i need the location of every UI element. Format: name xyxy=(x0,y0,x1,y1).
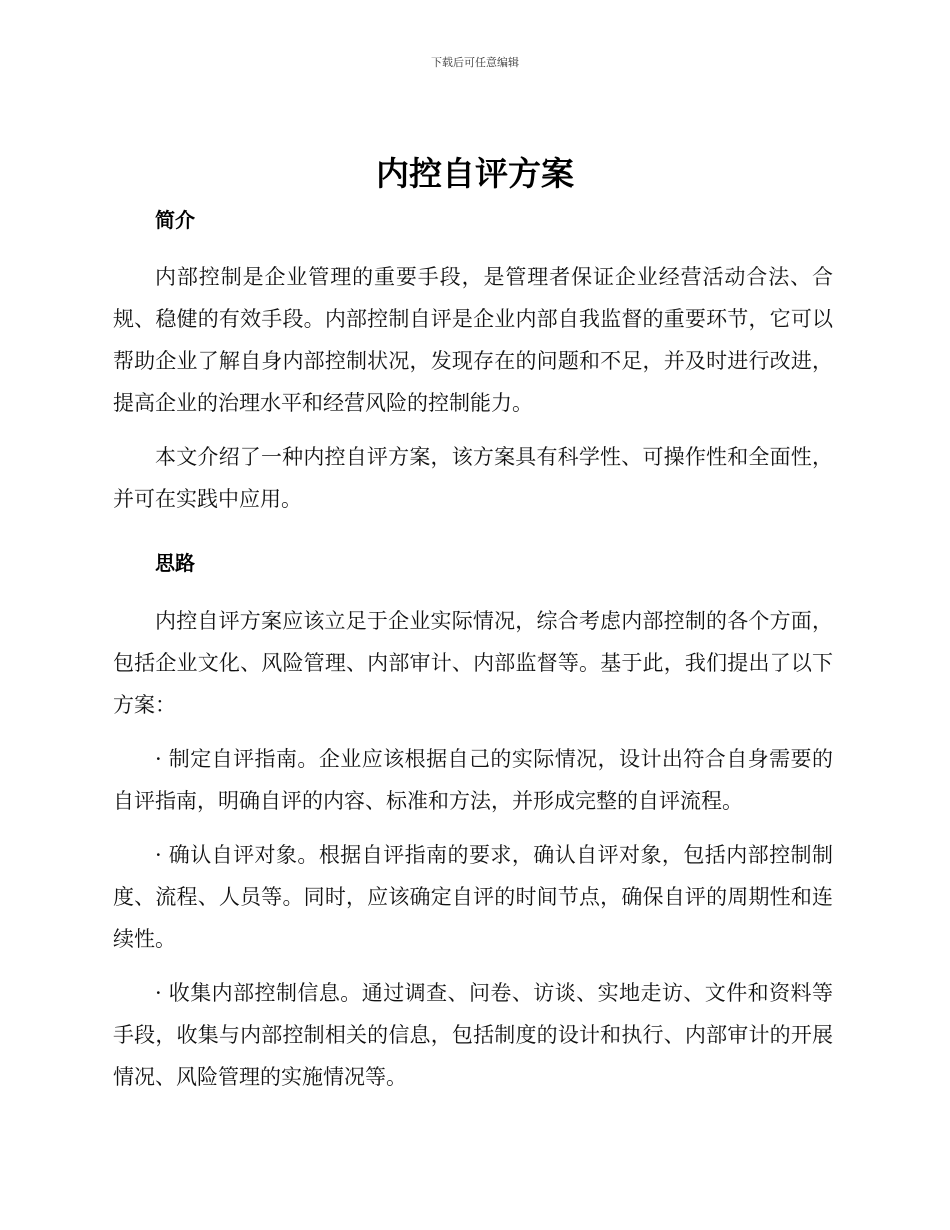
header-note: 下载后可任意编辑 xyxy=(431,56,519,69)
approach-paragraph-1: 内控自评方案应该立足于企业实际情况，综合考虑内部控制的各个方面，包括企业文化、风险管理、内部审计、内部监督等。基于此，我们提出了以下方案： xyxy=(113,609,833,717)
bullet-item-guideline: · 制定自评指南。企业应该根据自己的实际情况，设计出符合自身需要的自评指南，明确自评的内容、标准和方法，并形成完整的自评流程。 xyxy=(113,747,833,813)
intro-paragraph-2: 本文介绍了一种内控自评方案，该方案具有科学性、可操作性和全面性，并可在实践中应用。 xyxy=(113,445,833,511)
document-body xyxy=(113,205,833,1098)
bullet-item-confirm-object: · 确认自评对象。根据自评指南的要求，确认自评对象，包括内部控制制度、流程、人员等。同时，应该确定自评的时间节点，确保自评的周期性和连续性。 xyxy=(113,843,833,951)
document-title: 内控自评方案 xyxy=(376,154,574,193)
intro-paragraph-1: 内部控制是企业管理的重要手段，是管理者保证企业经营活动合法、合规、稳健的有效手段。内部控制自评是企业内部自我监督的重要环节，它可以帮助企业了解自身内部控制状况，发现存在的问题和不足，并及时进行改进，提高企业的治理水平和经营风险的控制能力。 xyxy=(113,265,833,415)
section-heading-approach: 思路 xyxy=(155,551,195,575)
section-heading-intro: 简介 xyxy=(155,208,195,232)
bullet-item-collect-info: · 收集内部控制信息。通过调查、问卷、访谈、实地走访、文件和资料等手段，收集与内部控制相关的信息，包括制度的设计和执行、内部审计的开展情况、风险管理的实施情况等。 xyxy=(113,981,833,1089)
